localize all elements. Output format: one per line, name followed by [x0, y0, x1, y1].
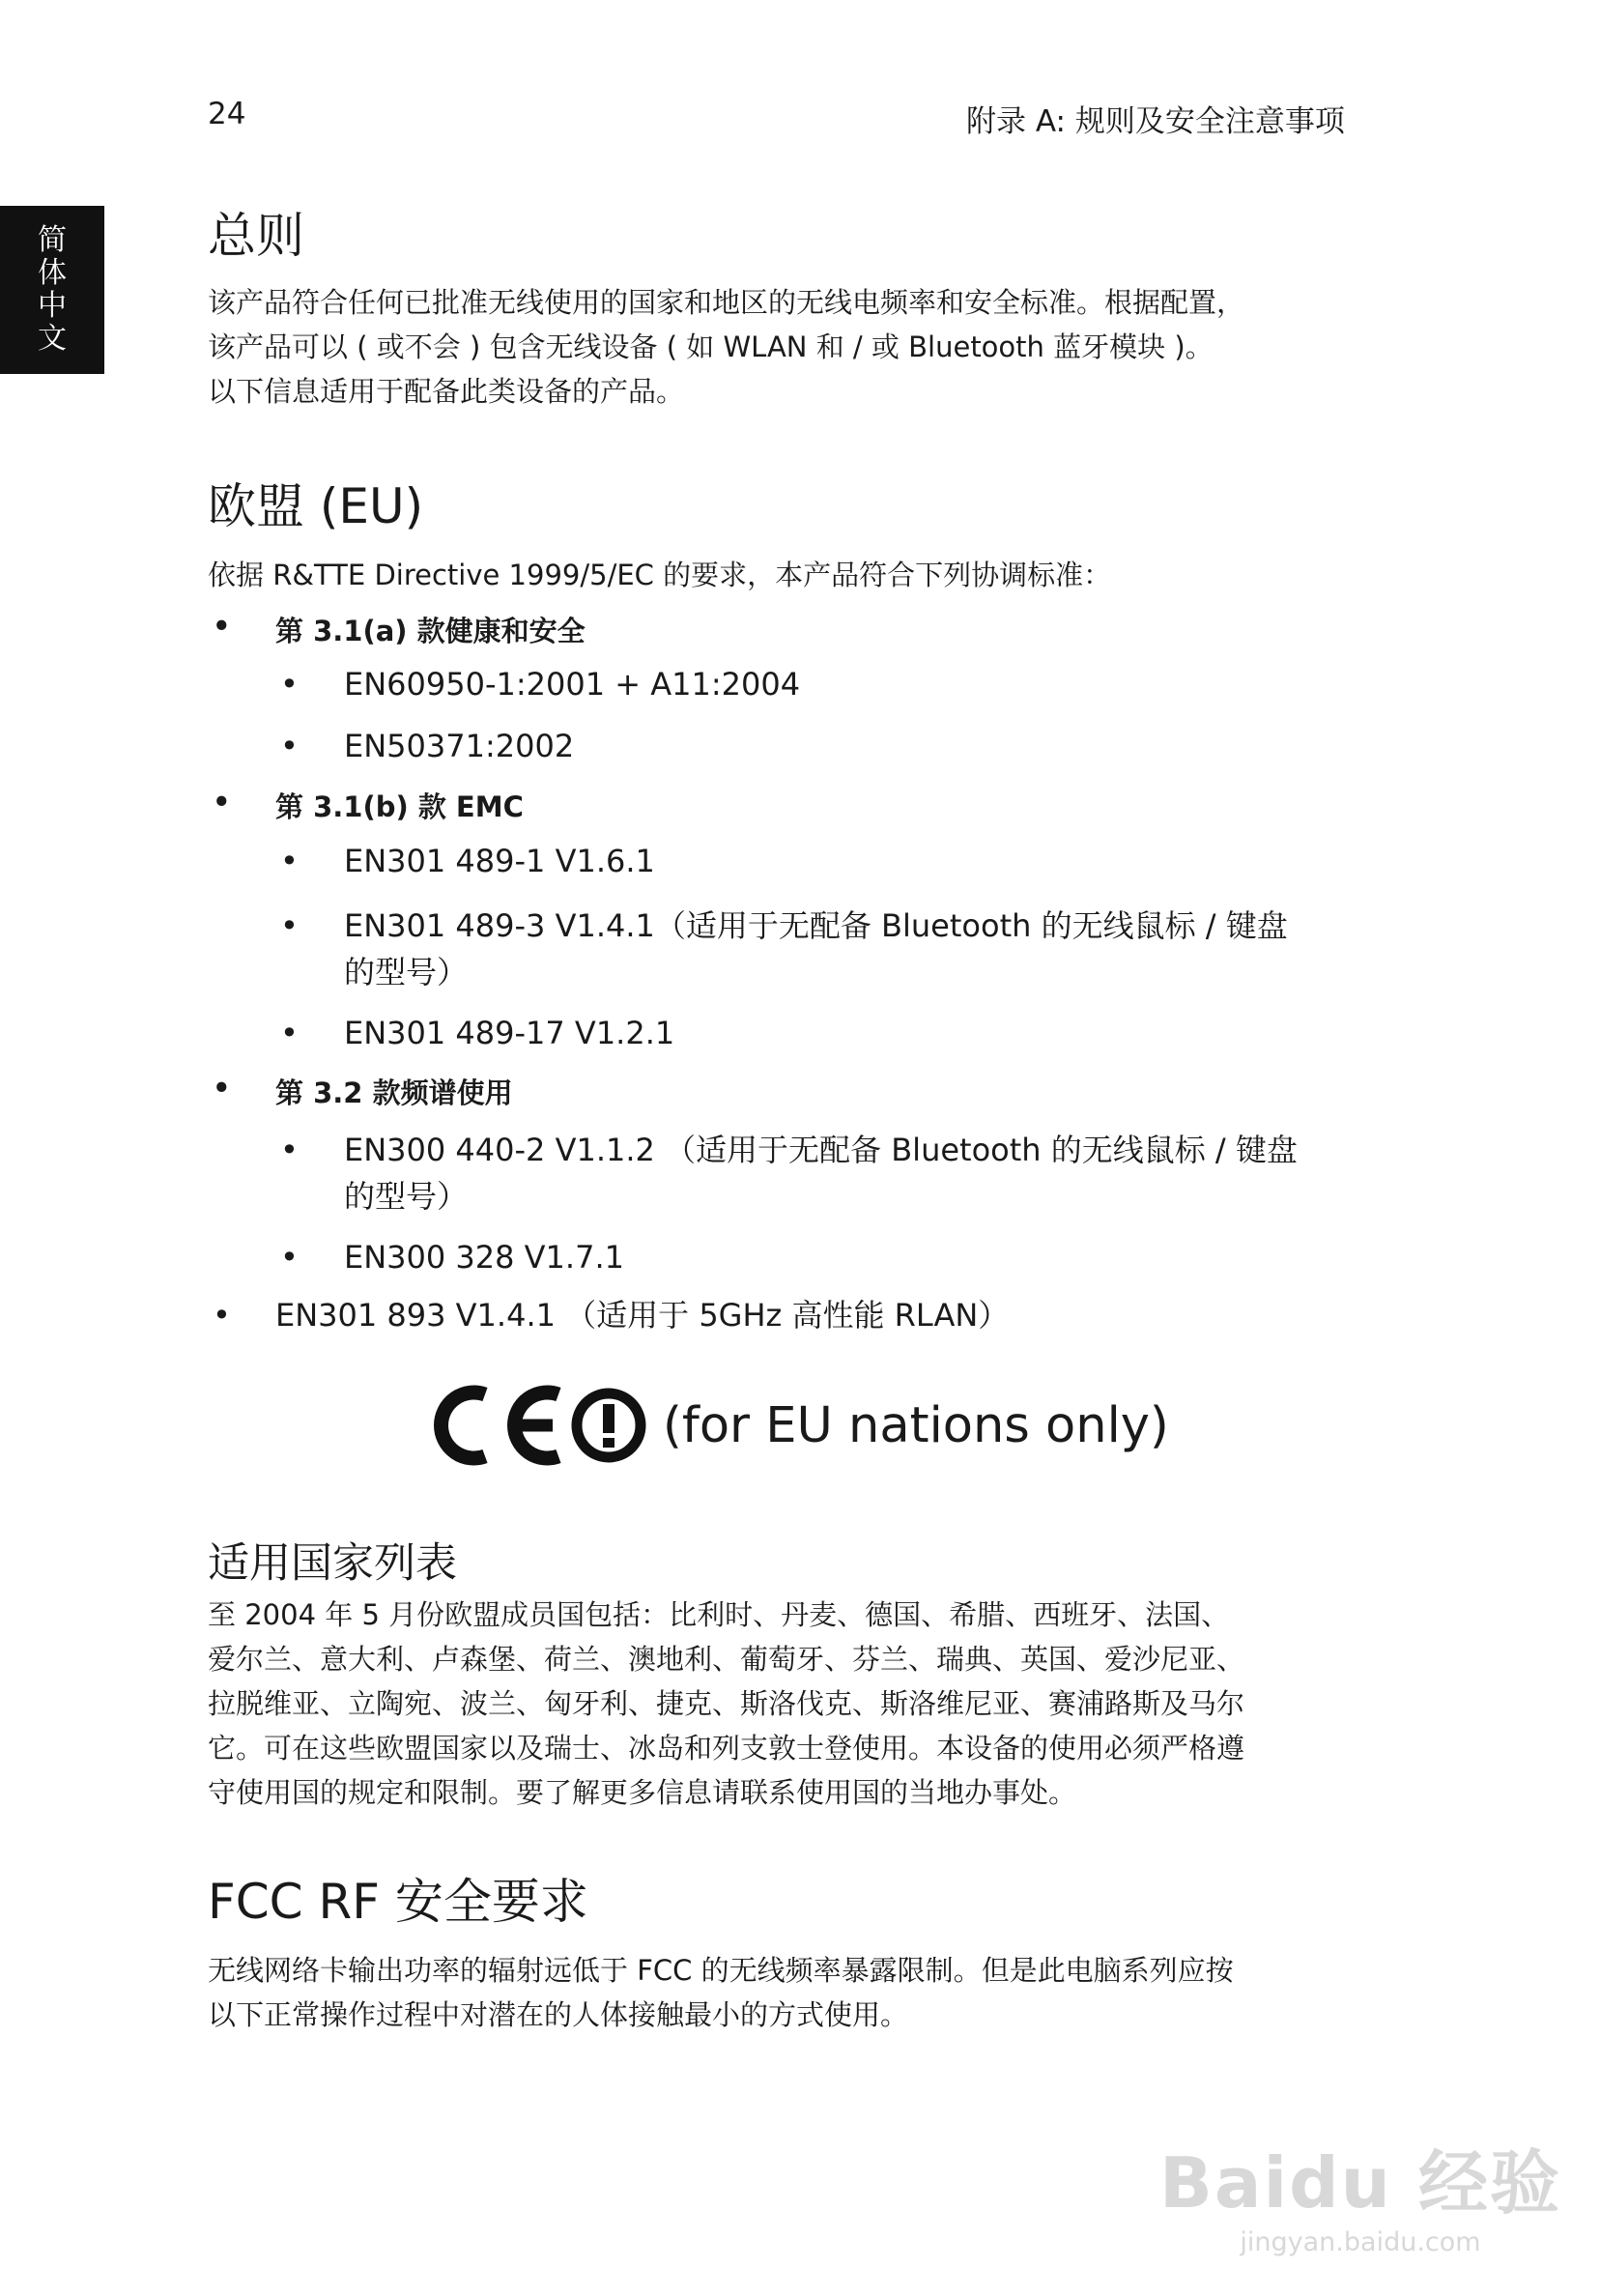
countries-line: 守使用国的规定和限制。要了解更多信息请联系使用国的当地办事处。: [208, 1776, 1077, 1809]
general-title: 总则: [208, 208, 304, 264]
watermark: [1159, 2127, 1561, 2257]
list-item: [280, 1234, 624, 1280]
standard: EN300 328 V1.7.1: [344, 1239, 624, 1276]
fcc-title: FCC RF 安全要求: [208, 1874, 588, 1930]
general-paragraph: [208, 280, 1406, 414]
list-item: [280, 838, 655, 884]
list-item: [213, 1292, 1010, 1338]
fcc-line: 无线网络卡输出功率的辐射远低于 FCC 的无线频率暴露限制。但是此电脑系列应按: [208, 1954, 1234, 1987]
standard: EN50371:2002: [344, 728, 575, 764]
bullet: •: [280, 666, 299, 703]
standard: EN301 489-3 V1.4.1（适用于无配备 Bluetooth 的无线鼠标 / 键盘: [344, 907, 1288, 944]
list-item: [280, 723, 575, 769]
standard: EN301 489-1 V1.6.1: [344, 843, 655, 879]
bullet: •: [213, 1072, 231, 1105]
clause-label: 第 3.2 款频谱使用: [275, 1076, 513, 1109]
ce-caption: (for EU nations only): [663, 1396, 1169, 1454]
list-item: [280, 1127, 1298, 1220]
bullet: •: [280, 843, 299, 879]
bullet: •: [280, 728, 299, 764]
list-item: [213, 610, 586, 649]
language-tab-char: 体: [38, 256, 67, 290]
fcc-paragraph: [208, 1948, 1406, 2037]
bullet: •: [280, 1239, 299, 1276]
eu-title: 欧盟 (EU): [208, 478, 424, 534]
countries-line: 它。可在这些欧盟国家以及瑞士、冰岛和列支敦士登使用。本设备的使用必须严格遵: [208, 1732, 1245, 1765]
bullet: •: [213, 610, 231, 643]
list-item: [213, 786, 524, 825]
countries-line: 爱尔兰、意大利、卢森堡、荷兰、澳地利、葡萄牙、芬兰、瑞典、英国、爱沙尼亚、: [208, 1643, 1245, 1676]
watermark-url: jingyan.baidu.com: [1240, 2227, 1481, 2257]
countries-line: 至 2004 年 5 月份欧盟成员国包括：比利时、丹麦、德国、希腊、西班牙、法国、: [208, 1598, 1230, 1631]
bullet: •: [280, 1132, 299, 1168]
standard: EN301 893 V1.4.1 （适用于 5GHz 高性能 RLAN）: [275, 1297, 1010, 1334]
standard-cont: 的型号）: [344, 954, 469, 990]
standard: EN300 440-2 V1.1.2 （适用于无配备 Bluetooth 的无线鼠标 / 键盘: [344, 1132, 1298, 1168]
clause-label: 第 3.1(a) 款健康和安全: [275, 615, 586, 647]
general-line: 该产品可以 ( 或不会 ) 包含无线设备 ( 如 WLAN 和 / 或 Bluetooth 蓝牙模块 )。: [208, 330, 1214, 363]
clause-label: 第 3.1(b) 款 EMC: [275, 790, 524, 823]
list-item: [213, 1072, 513, 1111]
general-line: 该产品符合任何已批准无线使用的国家和地区的无线电频率和安全标准。根据配置，: [208, 286, 1245, 319]
ce-mark-row: [425, 1372, 1169, 1478]
fcc-line: 以下正常操作过程中对潜在的人体接触最小的方式使用。: [208, 1998, 909, 2031]
language-tab-char: 简: [38, 223, 67, 257]
countries-paragraph: [208, 1593, 1406, 1815]
general-line: 以下信息适用于配备此类设备的产品。: [208, 375, 685, 408]
list-item: [280, 661, 801, 707]
running-header: 附录 A: 规则及安全注意事项: [966, 104, 1345, 139]
list-item: [280, 903, 1288, 995]
standard-cont: 的型号）: [344, 1178, 469, 1215]
watermark-logo: Baidu 经验: [1158, 2142, 1561, 2224]
bullet: •: [280, 1015, 299, 1051]
page-number: 24: [208, 97, 246, 131]
language-tab-char: 文: [38, 322, 67, 356]
bullet: •: [213, 786, 231, 818]
standard: EN60950-1:2001 + A11:2004: [344, 666, 801, 703]
bullet: •: [213, 1297, 231, 1334]
language-tab: [0, 206, 104, 374]
ce-mark-icon: [425, 1377, 647, 1474]
bullet: •: [280, 907, 299, 944]
countries-line: 拉脱维亚、立陶宛、波兰、匈牙利、捷克、斯洛伐克、斯洛维尼亚、赛浦路斯及马尔: [208, 1687, 1245, 1720]
standard: EN301 489-17 V1.2.1: [344, 1015, 675, 1051]
eu-intro: 依据 R&TTE Directive 1999/5/EC 的要求，本产品符合下列协调标准：: [208, 559, 1112, 591]
countries-title: 适用国家列表: [208, 1539, 457, 1588]
list-item: [280, 1010, 675, 1056]
language-tab-char: 中: [38, 289, 67, 323]
